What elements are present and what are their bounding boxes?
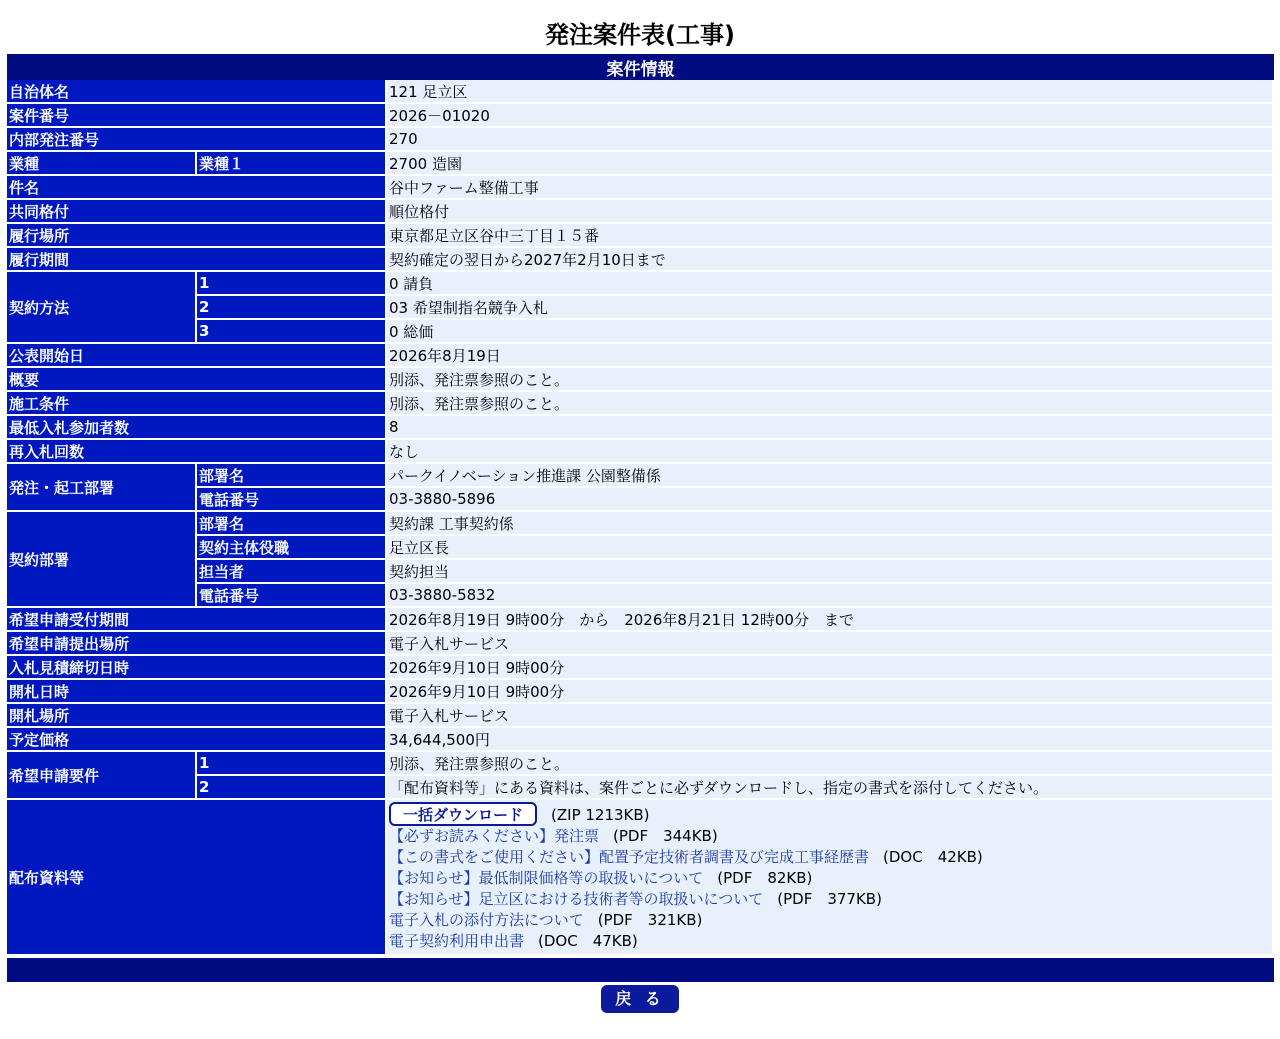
value-gaiyo: 別添、発注票参照のこと。 [387, 368, 1274, 392]
value-kikan: 契約確定の翌日から2027年2月10日まで [387, 248, 1274, 272]
file-meta: (DOC 47KB) [538, 932, 638, 950]
label-keiyaku-hoho: 契約方法 [7, 272, 197, 344]
row-kaisatsu-basho [7, 704, 1274, 728]
sublabel-keiyaku-hoho-2: 2 [197, 296, 387, 320]
row-kaisatsu-nichiji [7, 680, 1274, 704]
value-keiyaku-busho-tel: 03-3880-5832 [387, 584, 1274, 608]
value-kibo-yoken-2: 「配布資料等」にある資料は、案件ごとに必ずダウンロードし、指定の書式を添付してください。 [387, 776, 1274, 800]
label-nyusatsu-shimekiri: 入札見積締切日時 [7, 656, 387, 680]
back-button[interactable]: 戻 る [601, 985, 679, 1013]
file-link-hatchuhyo[interactable]: 【必ずお読みください】発注票 [389, 827, 600, 845]
label-kyodo: 共同格付 [7, 200, 387, 224]
value-jichitai: 121 足立区 [387, 80, 1274, 104]
bulk-download-meta: (ZIP 1213KB) [551, 806, 650, 824]
value-kaisatsu-nichiji: 2026年9月10日 9時00分 [387, 680, 1274, 704]
label-kibo-yoken: 希望申請要件 [7, 752, 197, 800]
row-kibo-basho [7, 632, 1274, 656]
row-naibu-no [7, 128, 1274, 152]
footer-bar [7, 958, 1274, 982]
file-link-denshi-keiyaku[interactable]: 電子契約利用申出書 [389, 932, 525, 950]
file-link-gijutsusha-toriatsukai[interactable]: 【お知らせ】足立区における技術者等の取扱いについて [389, 890, 764, 908]
file-item [389, 826, 1270, 847]
label-keiyaku-busho: 契約部署 [7, 512, 197, 608]
value-yotei: 34,644,500円 [387, 728, 1274, 752]
row-kikan [7, 248, 1274, 272]
row-nyusatsu-shimekiri [7, 656, 1274, 680]
row-kibo-yoken-1 [7, 752, 1274, 776]
row-keiyaku-busho-2 [7, 536, 1274, 560]
section-header: 案件情報 [7, 54, 1274, 80]
label-kibo-basho: 希望申請提出場所 [7, 632, 387, 656]
sublabel-keiyaku-hoho-3: 3 [197, 320, 387, 344]
label-sainyu: 再入札回数 [7, 440, 387, 464]
sublabel-gyoshu-1: 業種１ [197, 152, 387, 176]
sublabel-hatchu-busho-name: 部署名 [197, 464, 387, 488]
label-kohyo: 公表開始日 [7, 344, 387, 368]
row-gyoshu [7, 152, 1274, 176]
label-hatchu-busho: 発注・起工部署 [7, 464, 197, 512]
label-kibo-kikan: 希望申請受付期間 [7, 608, 387, 632]
label-yotei: 予定価格 [7, 728, 387, 752]
value-basho: 東京都足立区谷中三丁目１５番 [387, 224, 1274, 248]
sublabel-kibo-yoken-1: 1 [197, 752, 387, 776]
value-sainyu: なし [387, 440, 1274, 464]
row-sainyu [7, 440, 1274, 464]
file-item [389, 847, 1270, 868]
file-item [389, 910, 1270, 931]
label-kaisatsu-basho: 開札場所 [7, 704, 387, 728]
row-keiyaku-hoho-3 [7, 320, 1274, 344]
label-naibu-no: 内部発注番号 [7, 128, 387, 152]
value-saitei: 8 [387, 416, 1274, 440]
label-gaiyo: 概要 [7, 368, 387, 392]
label-distribution: 配布資料等 [7, 800, 387, 956]
sublabel-keiyaku-busho-name: 部署名 [197, 512, 387, 536]
sublabel-kibo-yoken-2: 2 [197, 776, 387, 800]
row-keiyaku-busho-4 [7, 584, 1274, 608]
row-yotei [7, 728, 1274, 752]
file-item [389, 868, 1270, 889]
file-link-tenpu-hoho[interactable]: 電子入札の添付方法について [389, 911, 584, 929]
value-naibu-no: 270 [387, 128, 1274, 152]
label-gyoshu: 業種 [7, 152, 197, 176]
sublabel-keiyaku-hoho-1: 1 [197, 272, 387, 296]
value-kyodo: 順位格付 [387, 200, 1274, 224]
sublabel-keiyaku-busho-person: 担当者 [197, 560, 387, 584]
value-keiyaku-hoho-1: 0 請負 [387, 272, 1274, 296]
value-keiyaku-busho-role: 足立区長 [387, 536, 1274, 560]
row-basho [7, 224, 1274, 248]
row-saitei [7, 416, 1274, 440]
sublabel-keiyaku-busho-tel: 電話番号 [197, 584, 387, 608]
bulk-download-button[interactable]: 一括ダウンロード [389, 802, 537, 826]
file-link-saitei-seigen[interactable]: 【お知らせ】最低制限価格等の取扱いについて [389, 869, 704, 887]
bulk-download-line [389, 802, 1270, 826]
file-meta: (PDF 344KB) [613, 827, 718, 845]
file-item [389, 889, 1270, 910]
row-anken-no [7, 104, 1274, 128]
row-kohyo [7, 344, 1274, 368]
sublabel-hatchu-busho-tel: 電話番号 [197, 488, 387, 512]
value-gyoshu: 2700 造園 [387, 152, 1274, 176]
value-kibo-kikan: 2026年8月19日 9時00分 から 2026年8月21日 12時00分 まで [387, 608, 1274, 632]
row-kibo-kikan [7, 608, 1274, 632]
file-meta: (PDF 321KB) [597, 911, 703, 929]
row-distribution [7, 800, 1274, 956]
label-anken-no: 案件番号 [7, 104, 387, 128]
file-link-gijutsusha-chosho[interactable]: 【この書式をご使用ください】配置予定技術者調書及び完成工事経歴書 [389, 848, 870, 866]
value-keiyaku-busho-person: 契約担当 [387, 560, 1274, 584]
value-hatchu-busho-name: パークイノベーション推進課 公園整備係 [387, 464, 1274, 488]
row-hatchu-busho-2 [7, 488, 1274, 512]
value-hatchu-busho-tel: 03-3880-5896 [387, 488, 1274, 512]
label-kikan: 履行期間 [7, 248, 387, 272]
row-kyodo [7, 200, 1274, 224]
value-kaisatsu-basho: 電子入札サービス [387, 704, 1274, 728]
file-item [389, 931, 1270, 952]
label-basho: 履行場所 [7, 224, 387, 248]
value-keiyaku-hoho-2: 03 希望制指名競争入札 [387, 296, 1274, 320]
distribution-files [387, 800, 1274, 956]
row-keiyaku-hoho-2 [7, 296, 1274, 320]
value-nyusatsu-shimekiri: 2026年9月10日 9時00分 [387, 656, 1274, 680]
row-gaiyo [7, 368, 1274, 392]
label-kenmei: 件名 [7, 176, 387, 200]
label-seko: 施工条件 [7, 392, 387, 416]
row-hatchu-busho-1 [7, 464, 1274, 488]
row-jichitai [7, 80, 1274, 104]
row-keiyaku-busho-1 [7, 512, 1274, 536]
row-keiyaku-busho-3 [7, 560, 1274, 584]
row-kenmei [7, 176, 1274, 200]
label-jichitai: 自治体名 [7, 80, 387, 104]
case-info-table [7, 54, 1274, 956]
file-meta: (PDF 82KB) [717, 869, 813, 887]
row-keiyaku-hoho-1 [7, 272, 1274, 296]
file-meta: (PDF 377KB) [777, 890, 882, 908]
row-kibo-yoken-2 [7, 776, 1274, 800]
value-kibo-basho: 電子入札サービス [387, 632, 1274, 656]
value-keiyaku-hoho-3: 0 総価 [387, 320, 1274, 344]
value-keiyaku-busho-name: 契約課 工事契約係 [387, 512, 1274, 536]
label-saitei: 最低入札参加者数 [7, 416, 387, 440]
value-anken-no: 2026－01020 [387, 104, 1274, 128]
file-meta: (DOC 42KB) [883, 848, 983, 866]
row-seko [7, 392, 1274, 416]
back-button-wrap [0, 985, 1280, 1013]
value-kibo-yoken-1: 別添、発注票参照のこと。 [387, 752, 1274, 776]
value-seko: 別添、発注票参照のこと。 [387, 392, 1274, 416]
value-kenmei: 谷中ファーム整備工事 [387, 176, 1274, 200]
value-kohyo: 2026年8月19日 [387, 344, 1274, 368]
sublabel-keiyaku-busho-role: 契約主体役職 [197, 536, 387, 560]
label-kaisatsu-nichiji: 開札日時 [7, 680, 387, 704]
page-title: 発注案件表(工事) [545, 21, 735, 49]
